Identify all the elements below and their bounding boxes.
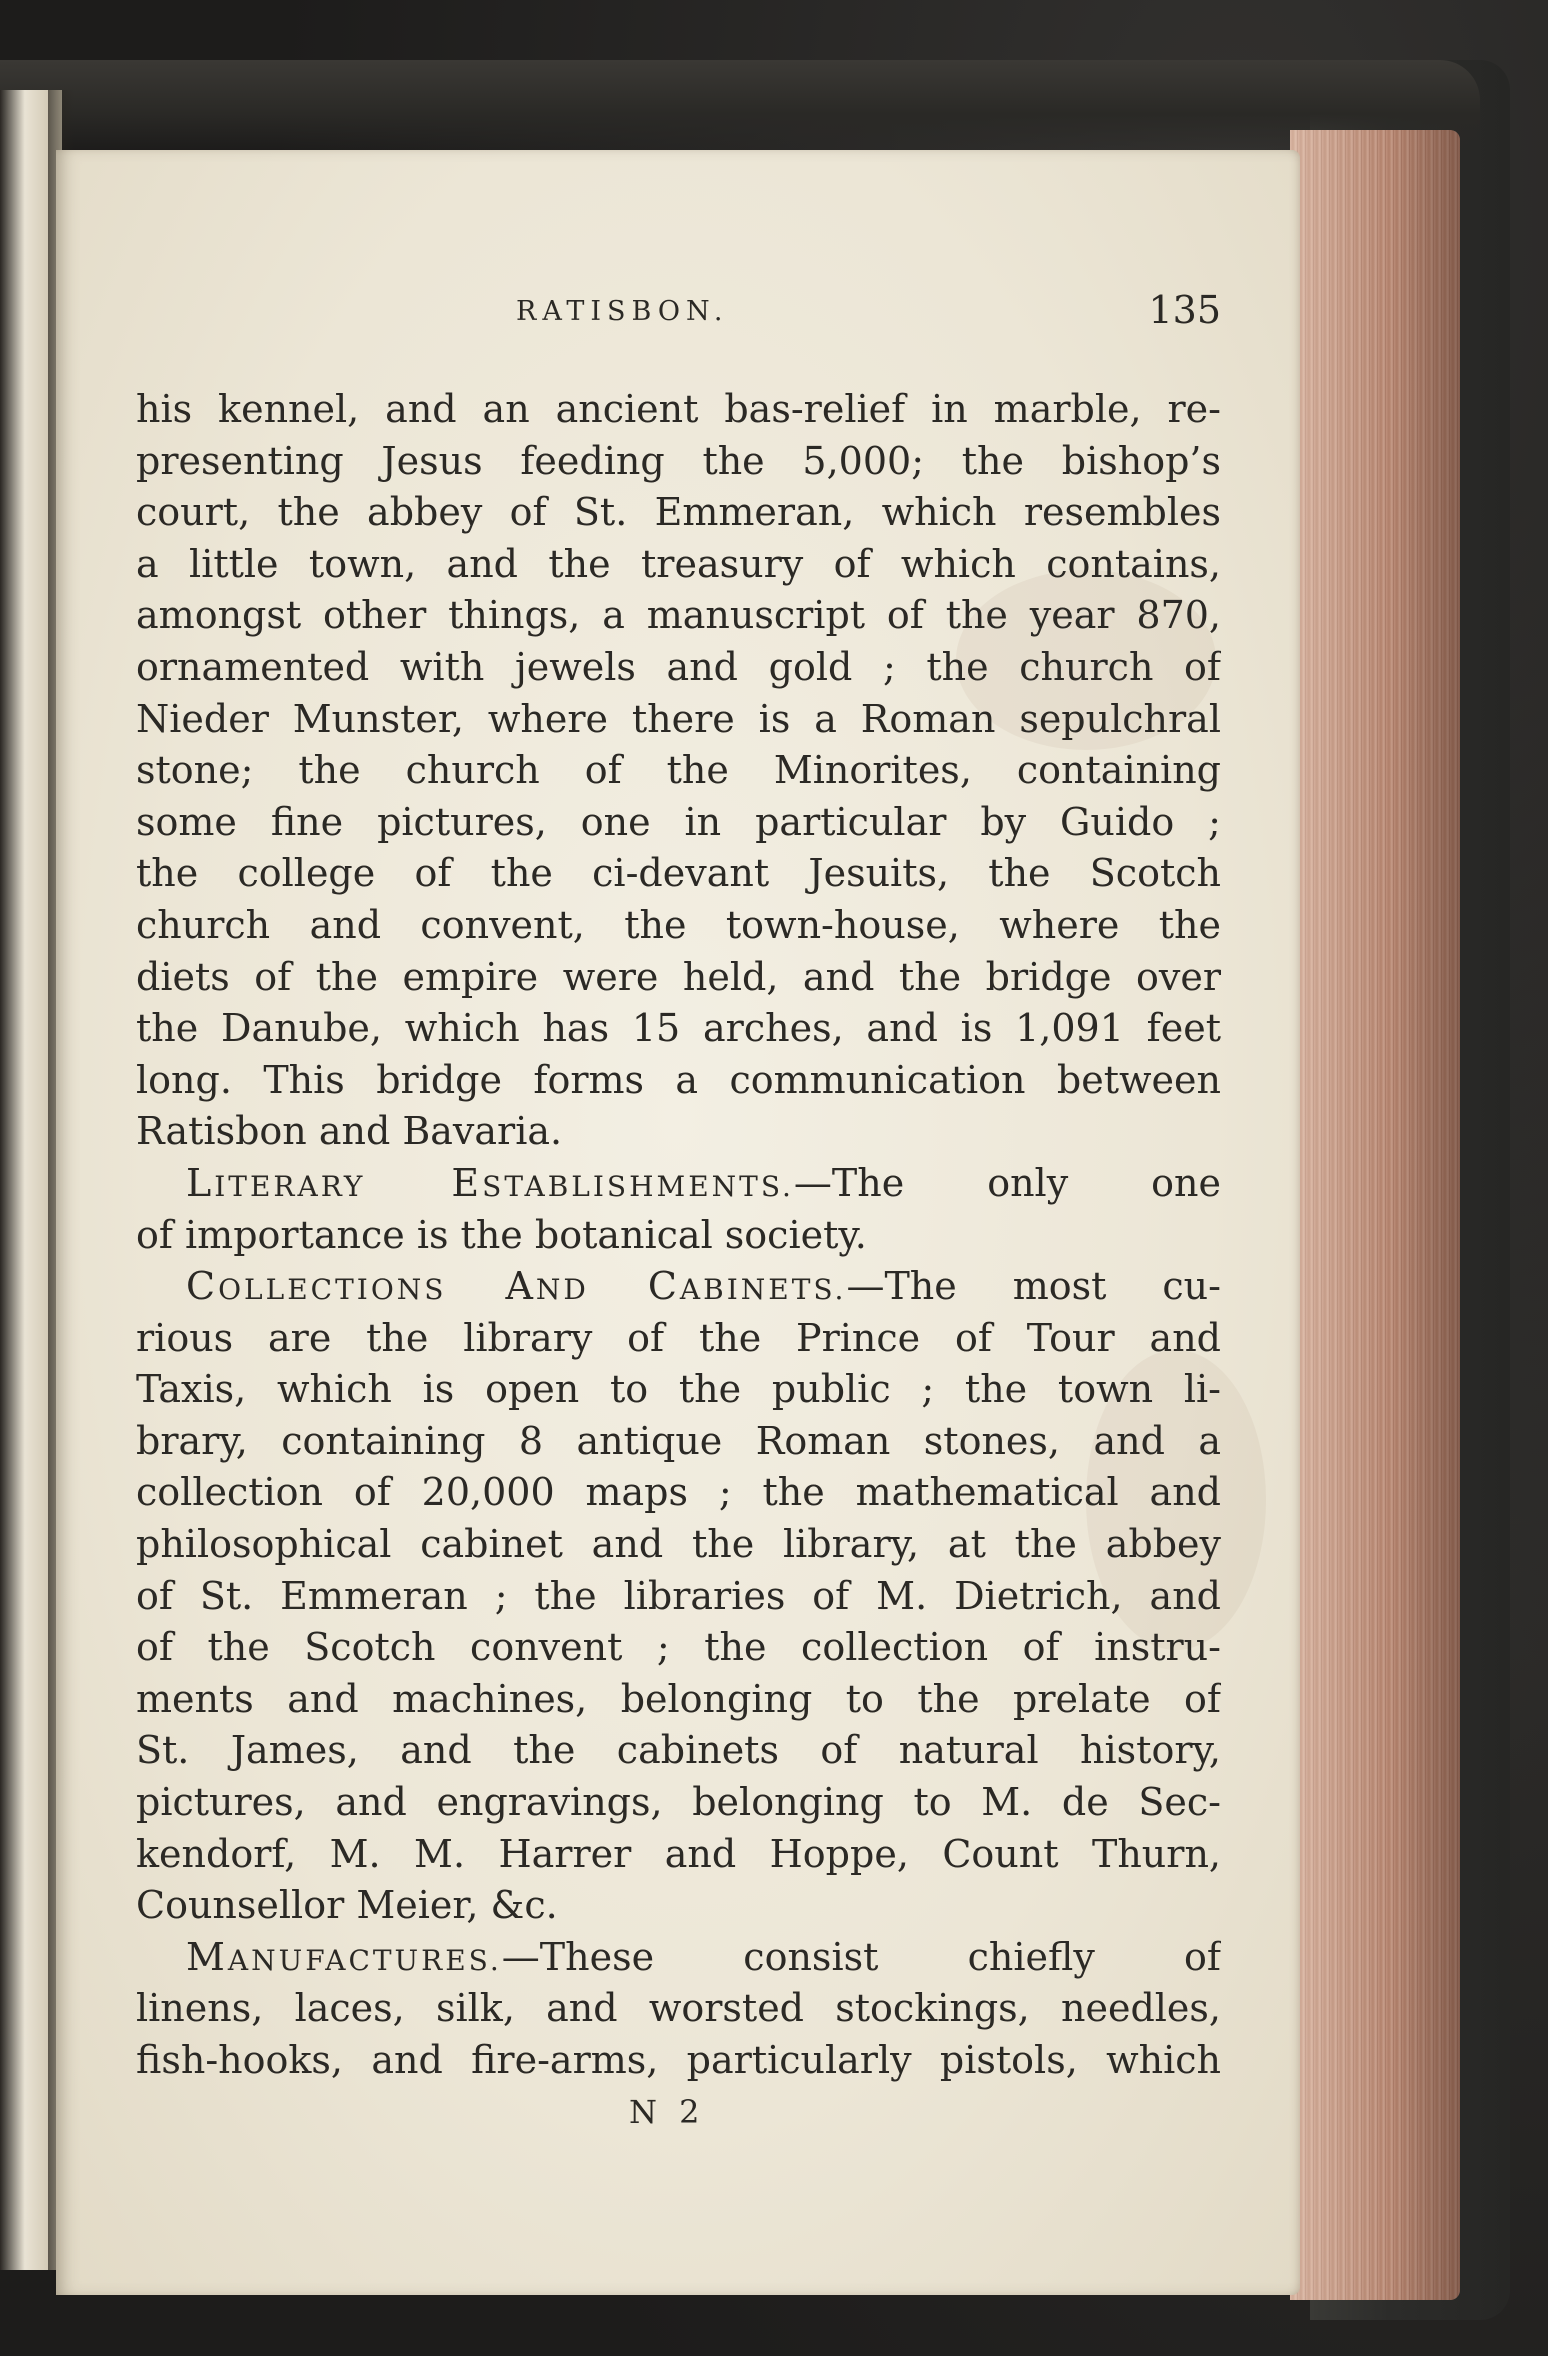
text-line: Ratisbon and Bavaria. [136,1109,563,1154]
page-number: 135 [1148,288,1221,332]
body-text [136,384,1221,2087]
text-line: of St. Emmeran ; the libraries of M. Dietrich, and [136,1573,1221,1618]
text-line: of importance is the botanical society. [136,1212,867,1257]
section-heading: COLLECTIONS AND CABINETS. [186,1264,847,1309]
running-head [136,290,1221,370]
text-line [136,1932,1221,1984]
running-head-title: RATISBON. [516,296,729,327]
text-line: collection of 20,000 maps ; the mathematical and [136,1470,1221,1515]
text-line: Taxis, which is open to the public ; the town li- [136,1367,1221,1412]
signature-mark: N 2 [629,2092,706,2131]
text-line: amongst other things, a manuscript of the year 870, [136,593,1221,638]
text-line: some fine pictures, one in particular by Guido ; [136,799,1221,844]
text-line: philosophical cabinet and the library, at the abbey [136,1522,1221,1567]
book-top-edge [0,60,1480,150]
section-heading: MANUFACTURES. [186,1934,502,1979]
page-fore-edge-shade [1290,130,1460,2300]
text-line: Nieder Munster, where there is a Roman sepulchral [136,696,1221,741]
text-line: diets of the empire were held, and the bridge over [136,954,1221,999]
text-line: linens, laces, silk, and worsted stockings, needles, [136,1986,1221,2031]
text-line: of the Scotch convent ; the collection of instru- [136,1625,1221,1670]
text-line: his kennel, and an ancient bas-relief in marble, re- [136,387,1221,431]
section-lead-text: —These consist chiefly of [501,1934,1221,1979]
text-line [136,1261,1221,1313]
section-lead-text: —The only one [793,1160,1221,1205]
text-line: brary, containing 8 antique Roman stones, and a [136,1418,1221,1463]
text-line: Counsellor Meier, &c. [136,1883,558,1928]
text-line: the Danube, which has 15 arches, and is 1,091 feet [136,1006,1221,1051]
text-line: long. This bridge forms a communication between [136,1057,1221,1102]
book-page [56,150,1300,2295]
text-line: the college of the ci-devant Jesuits, the Scotch [136,851,1221,896]
section-lead-text: —The most cu- [846,1264,1221,1309]
text-line: pictures, and engravings, belonging to M. de Sec- [136,1780,1221,1825]
text-line: kendorf, M. M. Harrer and Hoppe, Count Thurn, [136,1831,1221,1876]
text-line [136,1158,1221,1210]
text-line: St. James, and the cabinets of natural history, [136,1728,1221,1773]
text-line: fish-hooks, and fire-arms, particularly pistols, which [136,2038,1221,2082]
text-line: court, the abbey of St. Emmeran, which resembles [136,490,1221,535]
page-text-block [136,290,1221,2131]
text-line: rious are the library of the Prince of Tour and [136,1315,1221,1360]
text-line: ments and machines, belonging to the prelate of [136,1676,1221,1721]
text-line: church and convent, the town-house, where the [136,902,1221,947]
text-line: a little town, and the treasury of which contains, [136,541,1221,586]
text-line: ornamented with jewels and gold ; the church of [136,644,1221,689]
section-heading: LITERARY ESTABLISHMENTS. [186,1160,794,1205]
text-line: stone; the church of the Minorites, containing [136,748,1221,793]
text-line: presenting Jesus feeding the 5,000; the bishop’s [136,438,1221,483]
